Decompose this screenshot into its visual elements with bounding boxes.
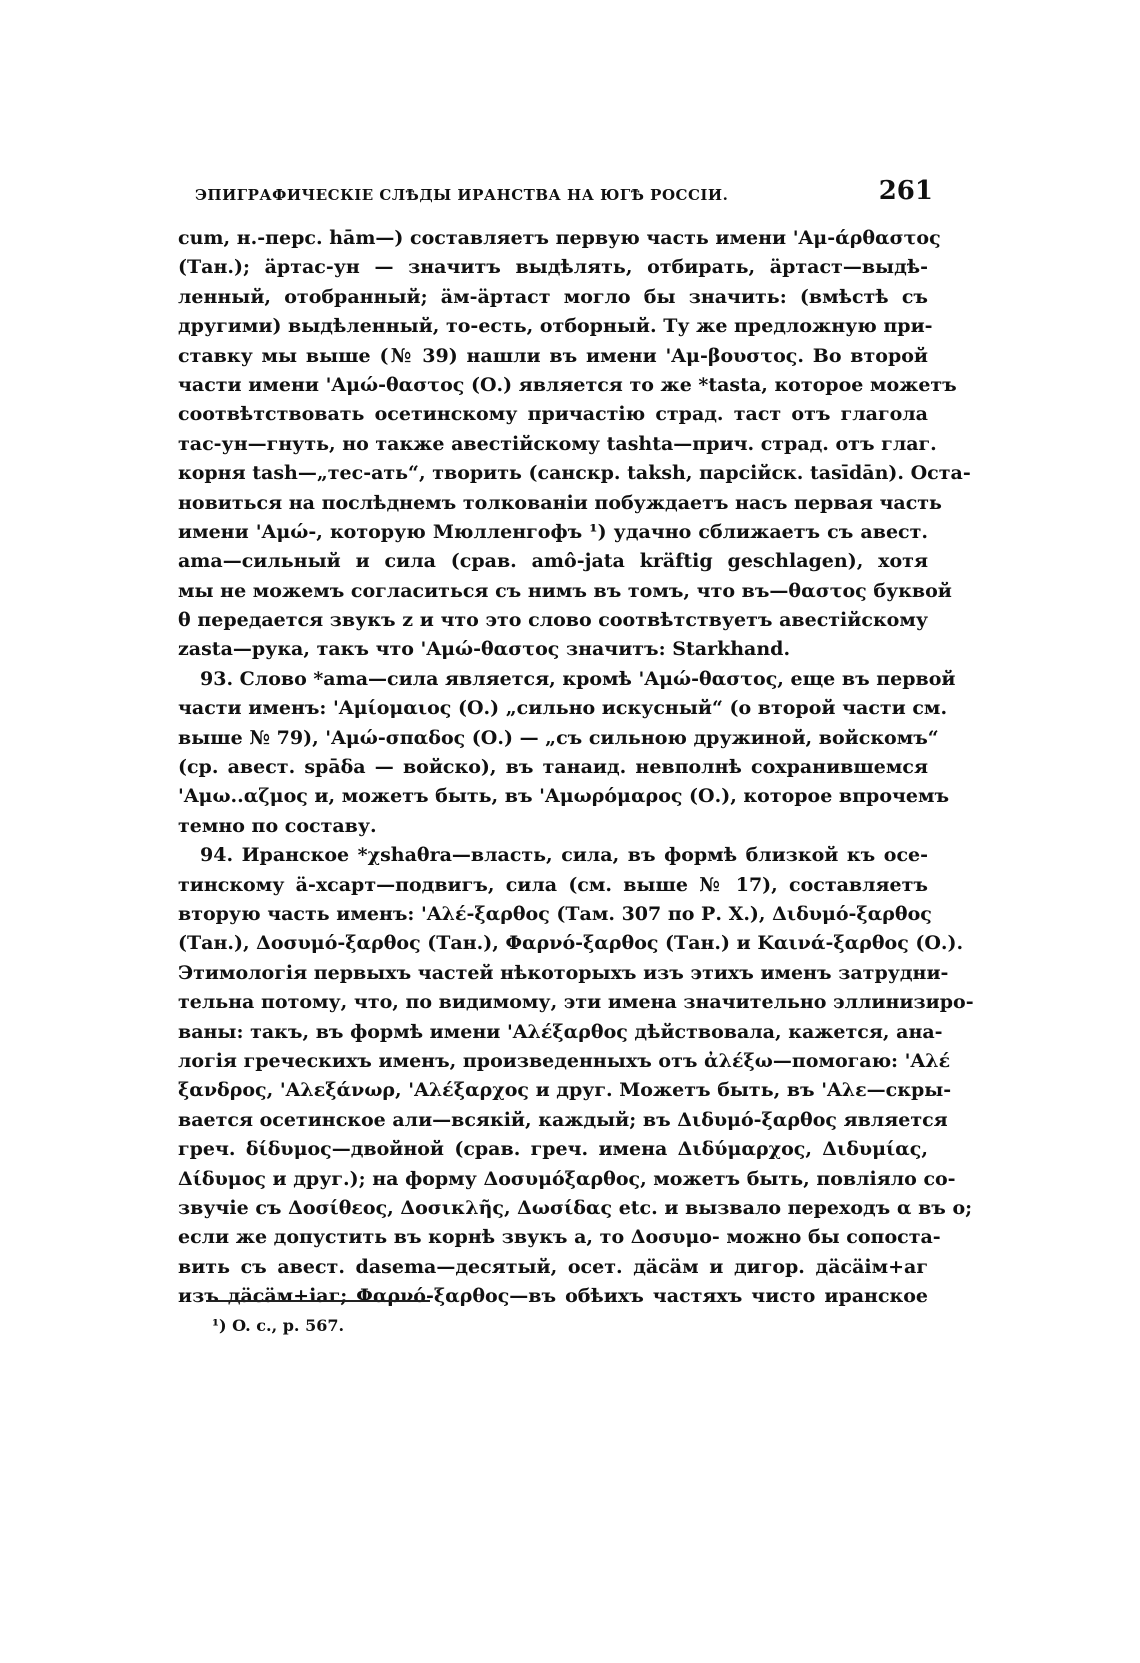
text-line: θ передается звукъ z и что это слово соотвѣтствуетъ авестійскому	[178, 609, 928, 632]
text-line: соотвѣтствовать осетинскому причастію страд. таст отъ глагола	[178, 403, 928, 426]
text-line: звучіе съ Δοσίθεος, Δοσικλῆς, Δωσίδας etc. и вызвало переходъ α въ ο;	[178, 1196, 973, 1219]
text-line: части имени 'Αμώ-θαστος (О.) является то же *tasta, которое можетъ	[178, 373, 957, 396]
text-line: новиться на послѣднемъ толкованіи побуждаетъ насъ первая часть	[178, 491, 942, 514]
text-line: Этимологія первыхъ частей нѣкоторыхъ изъ этихъ именъ затрудни-	[178, 961, 949, 984]
header-title: ЭПИГРАФИЧЕСКІЕ СЛѢДЫ ИРАНСТВА НА ЮГѢ РОССІИ.	[195, 186, 729, 204]
text-line: 93. Слово *ama—сила является, кромѣ 'Αμώ-θαστος, еще въ первой	[200, 667, 956, 690]
text-line: 'Αμω..αζμος и, можетъ быть, въ 'Αμωρόμαρος (О.), которое впрочемъ	[178, 785, 950, 808]
text-line: 94. Иранское *χshaθra—власть, сила, въ формѣ близкой къ осе-	[200, 844, 928, 867]
text-line: (Тан.), Δοσυμό-ξαρθος (Тан.), Φαρνό-ξαρθος (Тан.) и Καινά-ξαρθος (О.).	[178, 932, 964, 955]
running-header	[195, 176, 933, 216]
text-line: если же допустить въ корнѣ звукъ а, то Δοσυμο- можно бы сопоста-	[178, 1226, 941, 1249]
text-line: (ср. авест. spāδa — войско), въ танаид. невполнѣ сохранившемся	[178, 756, 928, 779]
text-line: имени 'Αμώ-, которую Мюлленгофъ ¹) удачно сближаетъ съ авест.	[178, 520, 928, 543]
footnote-divider	[206, 1300, 430, 1302]
main-text	[178, 224, 974, 1311]
text-line: zasta—рука, такъ что 'Αμώ-θαστος значитъ: Starkhand.	[178, 638, 791, 661]
text-line: Δίδυμος и друг.); на форму Δοσυμόξαρθος, можетъ быть, повліяло со-	[178, 1167, 956, 1190]
text-line: темно по составу.	[178, 814, 377, 837]
footnote: ¹) O. c., p. 567.	[212, 1316, 345, 1335]
text-line: тас-ун—гнуть, но также авестійскому tashta—прич. страд. отъ глаг.	[178, 432, 937, 455]
text-line: мы не можемъ согласиться съ нимъ въ томъ, что въ—θαστος буквой	[178, 579, 952, 602]
text-line: тельна потому, что, по видимому, эти имена значительно эллинизиро-	[178, 991, 974, 1014]
text-line: ξανδρος, 'Αλεξάνωρ, 'Αλέξαρχος и друг. Можетъ быть, въ 'Αλε—скры-	[178, 1079, 952, 1102]
text-line: ленный, отобранный; ӓм-ӓртаст могло бы значить: (вмѣстѣ съ	[178, 285, 928, 308]
text-line: ставку мы выше (№ 39) нашли въ имени 'Αμ-βουστος. Во второй	[178, 344, 928, 367]
text-line: изъ дӓсӓм+iаг; Φαρνό-ξαρθος—въ обѣихъ частяхъ чисто иранское	[178, 1285, 928, 1308]
text-line: вается осетинское али—всякій, каждый; въ Διδυμό-ξαρθος является	[178, 1108, 948, 1131]
text-line: корня tash—„тес-ать“, творить (санскр. taksh, парсійск. tasīdān). Оста-	[178, 462, 971, 485]
text-line: части именъ: 'Αμίομαιος (О.) „сильно искусный“ (о второй части см.	[178, 697, 948, 720]
text-line: греч. δίδυμος—двойной (срав. греч. имена Διδύμαρχος, Διδυμίας,	[178, 1138, 928, 1161]
text-line: (Тан.); ӓртас-ун — значитъ выдѣлять, отбирать, ӓртаст—выдѣ-	[178, 256, 928, 279]
text-line: другими) выдѣленный, то-есть, отборный. Ту же предложную при-	[178, 315, 933, 338]
text-line: выше № 79), 'Αμώ-σπαδος (О.) — „съ сильною дружиной, войскомъ“	[178, 726, 939, 749]
text-line: ваны: такъ, въ формѣ имени 'Αλέξαρθος дѣйствовала, кажется, ана-	[178, 1020, 943, 1043]
text-line: cum, н.-перс. hām—) составляетъ первую часть имени 'Αμ-άρθαστος	[178, 227, 941, 249]
text-line: вить съ авест. dasema—десятый, осет. дӓсӓм и дигор. дӓсӓім+аг	[178, 1255, 928, 1278]
text-line: тинскому ӓ-хсарт—подвигъ, сила (см. выше № 17), составляетъ	[178, 873, 928, 896]
text-line: логія греческихъ именъ, произведенныхъ отъ ἀλέξω—помогаю: 'Αλέ	[178, 1049, 951, 1072]
text-line: вторую часть именъ: 'Αλέ-ξαρθος (Там. 307 по Р. Х.), Διδυμό-ξαρθος	[178, 902, 932, 925]
text-line: ama—сильный и сила (срав. amô-jata kräftig geschlagen), хотя	[178, 550, 928, 573]
page-number: 261	[878, 176, 933, 206]
